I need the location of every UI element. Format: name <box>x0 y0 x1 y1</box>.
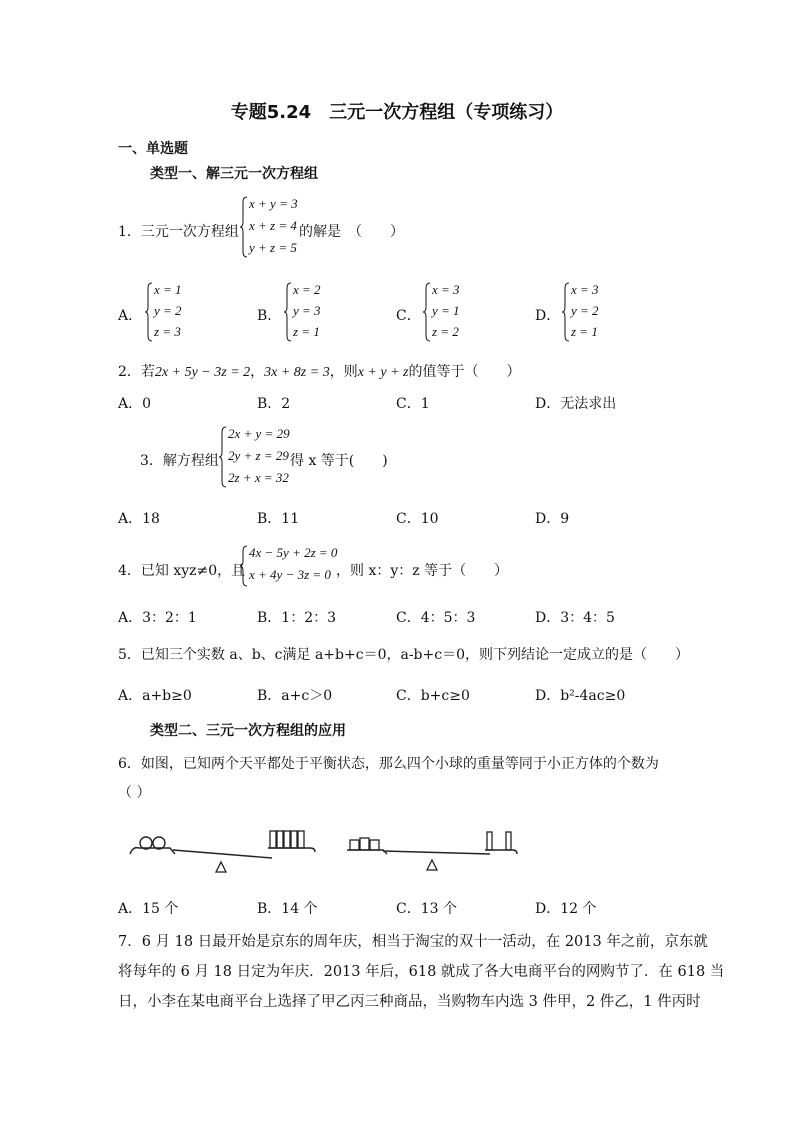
equation: x + y = 3 <box>249 196 298 211</box>
option-b[interactable]: B．2 <box>257 396 291 412</box>
cube-icon <box>277 831 283 848</box>
equation: x = 2 <box>293 282 321 297</box>
equation: 2x + y = 29 <box>228 426 290 441</box>
cube-icon <box>298 831 304 848</box>
question-3-system <box>219 426 299 488</box>
ball-icon <box>140 837 152 849</box>
cylinder-icon <box>506 832 511 850</box>
option-b[interactable]: B．a+c＞0 <box>257 688 333 704</box>
option-c[interactable]: C．b+c≥0 <box>396 688 470 704</box>
equation: 2z + x = 32 <box>228 470 289 485</box>
question-5: 5．已知三个实数 a、b、c满足 a+b+c＝0，a-b+c＝0，则下列结论一定成立的是（ ） <box>118 647 689 663</box>
equation: 2y + z = 29 <box>228 448 289 463</box>
option-c[interactable]: C．1 <box>396 396 430 412</box>
brace-icon <box>423 282 431 342</box>
balance-scale-1 <box>130 831 315 872</box>
question-1-prefix: 1．三元一次方程组 <box>118 224 239 240</box>
equation: y = 1 <box>432 303 460 318</box>
equation: y = 3 <box>293 303 321 318</box>
option-d[interactable]: D．3：4：5 <box>535 610 615 626</box>
question-2-text: ，则 <box>329 364 358 380</box>
option-c[interactable]: C． <box>396 308 421 324</box>
question-1-suffix: 的解是 （ ） <box>299 224 404 240</box>
question-2-text: 2．若 <box>118 364 155 380</box>
cube-icon <box>291 831 297 848</box>
question-4-system <box>240 545 340 587</box>
question-6-paren: （ ） <box>118 785 151 801</box>
equation: y + z = 5 <box>249 240 297 255</box>
equation: z = 1 <box>293 324 320 339</box>
option-a[interactable]: A．15 个 <box>118 901 179 917</box>
option-c[interactable]: C．10 <box>396 511 439 527</box>
question-7-line: 日，小李在某电商平台上选择了甲乙丙三种商品，当购物车内选 3 件甲，2 件乙，1 件丙时 <box>118 994 701 1010</box>
option-b[interactable]: B．1：2：3 <box>257 610 337 626</box>
option-c[interactable]: C．13 个 <box>396 901 457 917</box>
equation: x + 4y − 3z = 0 <box>249 567 331 582</box>
equation: y = 2 <box>154 303 182 318</box>
equation: 4x − 5y + 2z = 0 <box>249 545 338 560</box>
question-3-suffix: 得 x 等于( ) <box>290 453 388 469</box>
question-3-prefix: 3．解方程组 <box>140 453 219 469</box>
cylinder-icon <box>487 832 492 850</box>
option-b-system <box>284 282 344 342</box>
option-d[interactable]: D． <box>535 308 561 324</box>
option-b[interactable]: B．11 <box>257 511 300 527</box>
balance-figure <box>125 818 525 880</box>
balance-scale-2 <box>347 832 517 870</box>
option-b[interactable]: B．14 个 <box>257 901 318 917</box>
equation: x = 3 <box>432 282 460 297</box>
type-heading-2: 类型二、三元一次方程组的应用 <box>150 723 346 739</box>
brace-icon <box>240 545 248 587</box>
option-d-system <box>562 282 622 342</box>
option-a[interactable]: A． <box>118 308 143 324</box>
option-b[interactable]: B． <box>257 308 282 324</box>
equation: z = 1 <box>571 324 598 339</box>
section-heading: 一、单选题 <box>118 141 188 157</box>
question-2-text: 的值等于（ ） <box>408 364 521 380</box>
option-a[interactable]: A．3：2：1 <box>118 610 197 626</box>
cube-icon <box>350 840 359 850</box>
option-c[interactable]: C．4：5：3 <box>396 610 476 626</box>
option-c-system <box>423 282 483 342</box>
option-a[interactable]: A．a+b≥0 <box>118 688 192 704</box>
option-a-system <box>145 282 205 342</box>
brace-icon <box>284 282 292 342</box>
equation: 2x + 5y − 3z = 2 <box>154 365 251 380</box>
ball-icon <box>153 837 165 849</box>
brace-icon <box>219 426 227 488</box>
question-6: 6．如图，已知两个天平都处于平衡状态，那么四个小球的重量等同于小正方体的个数为 <box>118 756 659 772</box>
page-title: 专题5.24 三元一次方程组（专项练习） <box>230 102 564 123</box>
question-7-line: 7．6 月 18 日最开始是京东的周年庆，相当于淘宝的双十一活动，在 2013 年之前，京东就 <box>118 934 708 950</box>
cube-icon <box>270 831 276 848</box>
equation: x + y + z <box>357 365 409 380</box>
equation: 3x + 8z = 3 <box>264 365 330 380</box>
option-d[interactable]: D．12 个 <box>535 901 597 917</box>
brace-icon <box>562 282 570 342</box>
option-d[interactable]: D．b²-4ac≥0 <box>535 688 626 704</box>
question-2 <box>118 361 520 381</box>
equation: z = 3 <box>154 324 181 339</box>
option-d[interactable]: D．9 <box>535 511 570 527</box>
cube-icon <box>360 838 369 850</box>
option-a[interactable]: A．0 <box>118 396 152 412</box>
equation: x + z = 4 <box>249 218 297 233</box>
brace-icon <box>240 196 248 258</box>
cube-icon <box>284 831 290 848</box>
question-4-suffix: ，则 x：y：z 等于（ ） <box>336 563 509 579</box>
equation: x = 1 <box>154 282 182 297</box>
option-d[interactable]: D．无法求出 <box>535 396 617 412</box>
equation: x = 3 <box>571 282 599 297</box>
option-a[interactable]: A．18 <box>118 511 160 527</box>
question-4-prefix: 4．已知 xyz≠0，且 <box>118 563 246 579</box>
brace-icon <box>145 282 153 342</box>
cube-icon <box>370 840 379 850</box>
equation: y = 2 <box>571 303 599 318</box>
question-2-text: ， <box>250 364 265 380</box>
type-heading-1: 类型一、解三元一次方程组 <box>150 166 318 182</box>
question-7-line: 将每年的 6 月 18 日定为年庆．2013 年后，618 就成了各大电商平台的网购节了．在 618 当 <box>118 964 725 980</box>
equation: z = 2 <box>432 324 459 339</box>
